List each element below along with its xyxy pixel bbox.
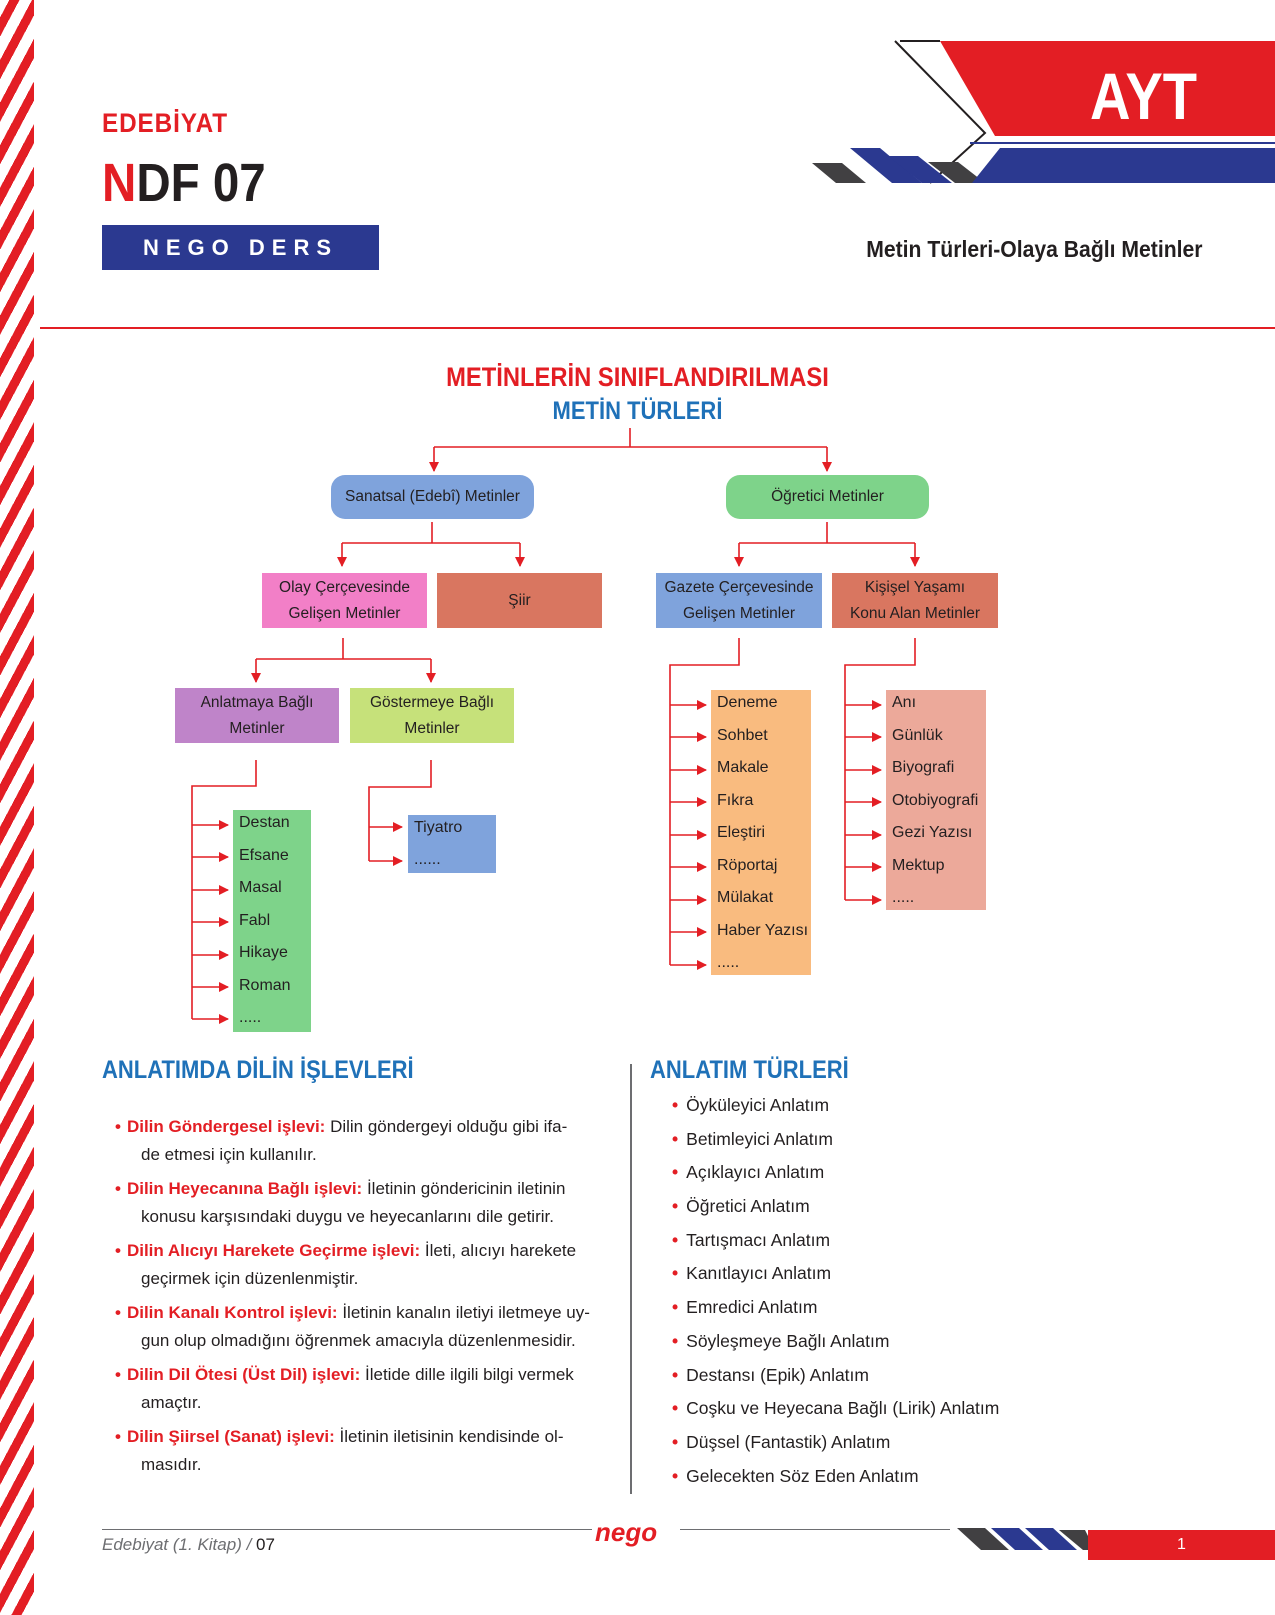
list-item: Anı <box>892 694 917 711</box>
list-item: • Kanıtlayıcı Anlatım <box>672 1263 832 1284</box>
list-item: Tiyatro <box>414 819 463 836</box>
list-item: • Destansı (Epik) Anlatım <box>672 1364 869 1385</box>
list-item: Hikaye <box>239 944 288 961</box>
exam-label: AYT <box>1090 59 1198 133</box>
box-gosterme-line2: Metinler <box>404 719 460 737</box>
box-siir: Şiir <box>437 573 602 628</box>
box-ogretici: Öğretici Metinler <box>726 475 929 519</box>
list-item: • Tartışmacı Anlatım <box>672 1229 831 1250</box>
list-item: • Öyküleyici Anlatım <box>672 1095 830 1115</box>
list-item: Otobiyografi <box>892 791 979 809</box>
box-olay <box>262 573 427 628</box>
list-kisisel <box>886 690 986 910</box>
box-gazete <box>656 573 822 628</box>
list-item: • Söyleşmeye Bağlı Anlatım <box>672 1330 890 1351</box>
function-desc: Dilin göndergeyi olduğu gibi ifa- <box>325 1117 568 1136</box>
list-item: Deneme <box>717 694 778 711</box>
list-item: Mektup <box>892 856 945 874</box>
list-gazete <box>711 690 811 975</box>
list-item: Biyografi <box>892 759 955 776</box>
page-number: 1 <box>1088 1530 1275 1560</box>
function-desc-cont: konusu karşısındaki duygu ve heyecanlarını dile getirir. <box>141 1207 554 1226</box>
code-rest: DF 07 <box>136 153 266 213</box>
footer-page-ref: 07 <box>256 1535 275 1554</box>
box-gazete-line1: Gazete Çerçevesinde <box>664 578 814 596</box>
function-term: Dilin Göndergesel işlevi: <box>126 1117 326 1136</box>
box-anlatma <box>175 688 339 743</box>
footer-dashes <box>955 1520 1090 1560</box>
box-anlatma-line2: Metinler <box>229 719 285 737</box>
function-desc-cont: gun olup olmadığını öğrenmek amacıyla düzenlenmesidir. <box>141 1331 576 1350</box>
function-item: • Dilin Heyecanına Bağlı işlevi: İletinin göndericinin iletinin konusu karşısındaki duygu ve heyecanlarını dile getirir. <box>115 1175 615 1231</box>
function-item: • Dilin Şiirsel (Sanat) işlevi: İletinin iletisinin kendisinde ol- masıdır. <box>115 1423 615 1479</box>
function-term: Dilin Alıcıyı Harekete Geçirme işlevi: <box>126 1241 421 1260</box>
functions-heading: ANLATIMDA DİLİN İŞLEVLERİ <box>102 1056 414 1084</box>
list-item: • Emredici Anlatım <box>672 1297 818 1318</box>
box-kisisel-line1: Kişişel Yaşamı <box>864 578 966 596</box>
list-item: • Betimleyici Anlatım <box>672 1128 833 1149</box>
column-separator <box>630 1064 632 1494</box>
list-item: • Gelecekten Söz Eden Anlatım <box>672 1465 919 1486</box>
function-desc-cont: masıdır. <box>141 1455 202 1474</box>
list-item: Gezi Yazısı <box>892 824 973 841</box>
function-term: Dilin Kanalı Kontrol işlevi: <box>126 1303 338 1322</box>
list-item: Roman <box>239 976 291 994</box>
list-item: ..... <box>717 954 740 971</box>
list-item: • Açıklayıcı Anlatım <box>672 1162 825 1183</box>
function-item: • Dilin Dil Ötesi (Üst Dil) işlevi: İletide dille ilgili bilgi vermek amaçtır. <box>115 1361 615 1417</box>
function-desc: İleti, alıcıyı harekete <box>420 1241 577 1260</box>
box-gazete-line2: Gelişen Metinler <box>683 604 795 622</box>
function-term: Dilin Şiirsel (Sanat) işlevi: <box>126 1427 335 1446</box>
list-item: Fıkra <box>717 791 754 809</box>
types-heading: ANLATIM TÜRLERİ <box>650 1056 849 1084</box>
code-initial: N <box>102 153 137 213</box>
box-kisisel <box>832 573 998 628</box>
list-item: Röportaj <box>717 856 778 874</box>
list-item: Günlük <box>892 726 943 744</box>
list-item: Sohbet <box>717 726 768 744</box>
function-desc: İletinin göndericinin iletinin <box>362 1179 566 1198</box>
box-olay-line2: Gelişen Metinler <box>288 604 401 622</box>
diagram-title: METİNLERİN SINIFLANDIRILMASI <box>446 362 829 392</box>
list-item: ..... <box>892 889 915 906</box>
list-gosterme <box>408 815 496 873</box>
function-item: • Dilin Alıcıyı Harekete Geçirme işlevi: İleti, alıcıyı harekete geçirmek için düzenlenmiştir. <box>115 1237 615 1293</box>
list-item: Efsane <box>239 846 289 864</box>
function-desc: İletinin kanalın iletiyi iletmeye uy- <box>337 1303 590 1322</box>
list-item: ..... <box>239 1009 262 1026</box>
footer-rule-left <box>102 1529 592 1530</box>
list-item: Fabl <box>239 911 271 929</box>
foy-badge: NEGO DERS FÖYÜ <box>102 225 379 270</box>
function-item: • Dilin Kanalı Kontrol işlevi: İletinin kanalın iletiyi iletmeye uy- gun olup olmadığını öğrenmek amacıyla düzenlenmesidir. <box>115 1299 615 1355</box>
box-sanatsal: Sanatsal (Edebî) Metinler <box>331 475 534 519</box>
box-anlatma-line1: Anlatmaya Bağlı <box>200 693 314 711</box>
list-item: • Düşsel (Fantastik) Anlatım <box>672 1431 891 1452</box>
box-gosterme <box>350 688 514 743</box>
box-olay-line1: Olay Çerçevesinde <box>279 578 410 596</box>
function-term: Dilin Heyecanına Bağlı işlevi: <box>126 1179 363 1198</box>
types-list <box>672 1095 999 1499</box>
list-item: Masal <box>239 879 282 896</box>
box-kisisel-line2: Konu Alan Metinler <box>849 604 981 622</box>
nego-logo <box>593 1513 673 1553</box>
function-desc: İletide dille ilgili bilgi vermek <box>360 1365 574 1384</box>
function-item: • Dilin Göndergesel işlevi: Dilin göndergeyi olduğu gibi ifa- de etmesi için kullanılır. <box>115 1113 615 1169</box>
function-desc-cont: amaçtır. <box>141 1393 202 1412</box>
list-item: Eleştiri <box>717 824 766 841</box>
box-gosterme-line1: Göstermeye Bağlı <box>369 693 495 711</box>
svg-text:nego: nego <box>595 1517 658 1547</box>
list-item: Makale <box>717 759 769 776</box>
diagram-subtitle: METİN TÜRLERİ <box>552 397 723 425</box>
footer-book: Edebiyat (1. Kitap) / 07 <box>102 1535 275 1554</box>
list-anlatma <box>233 810 311 1032</box>
list-item: • Öğretici Anlatım <box>672 1196 810 1217</box>
subject-label: EDEBİYAT <box>102 108 229 138</box>
list-item: Haber Yazısı <box>717 921 809 939</box>
function-desc-cont: geçirmek için düzenlenmiştir. <box>141 1269 359 1288</box>
list-item: Destan <box>239 814 290 831</box>
list-item: ...... <box>414 851 441 868</box>
topic-title: Metin Türleri-Olaya Bağlı Metinler <box>866 236 1203 262</box>
function-desc: İletinin iletisinin kendisinde ol- <box>334 1427 564 1446</box>
list-item: • Coşku ve Heyecana Bağlı (Lirik) Anlatım <box>672 1398 1000 1419</box>
footer-rule-right <box>680 1529 950 1530</box>
function-desc-cont: de etmesi için kullanılır. <box>141 1145 317 1164</box>
list-item: Mülakat <box>717 889 774 906</box>
function-term: Dilin Dil Ötesi (Üst Dil) işlevi: <box>126 1365 361 1384</box>
